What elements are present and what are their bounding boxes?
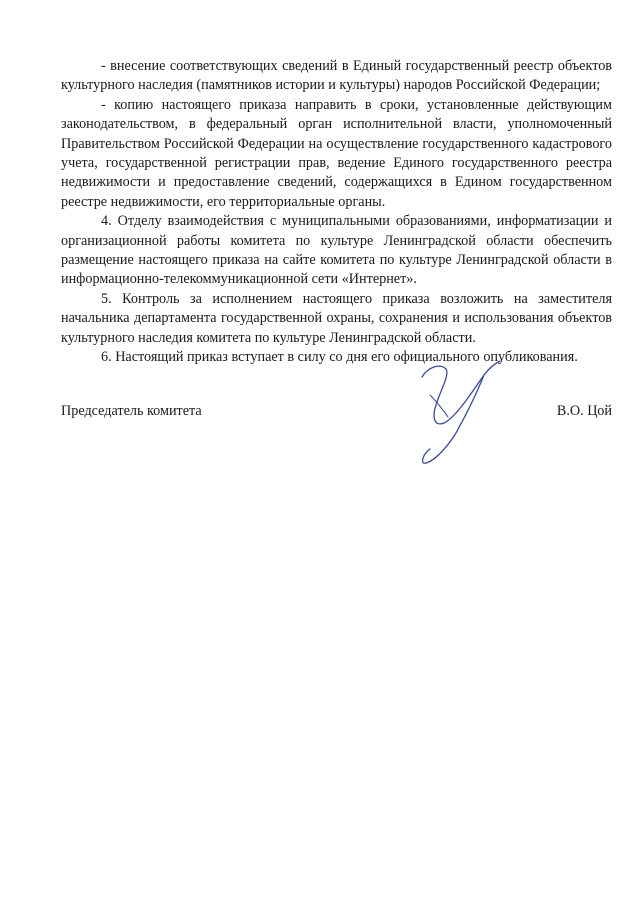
paragraph-send-copy: - копию настоящего приказа направить в сроки, установленные действующим законодательством, в федеральный орган исполнительной власти, уполномоченный Правительством Российской Федерации на осуществление государственного кадастрового учета, государственной регистрации прав, ведение Единого государственного реестра недвижимости и предоставление сведений, содержащихся в Едином государственном реестре недвижимости, его территориальные органы.: [61, 96, 612, 210]
paragraph-item-6: 6. Настоящий приказ вступает в силу со дня его официального опубликования.: [101, 349, 578, 366]
paragraph-item-4: 4. Отделу взаимодействия с муниципальными образованиями, информатизации и организационной работы комитета по культуре Ленинградской области обеспечить размещение настоящего приказа на сайте комитета по культуре Ленинградской области в информационно-телекоммуникационной сети «Интернет».: [61, 213, 612, 288]
signer-position: Председатель комитета: [61, 403, 202, 419]
signer-name: В.О. Цой: [556, 403, 612, 419]
document-body: [61, 57, 612, 368]
paragraph-registry-entry: - внесение соответствующих сведений в Единый государственный реестр объектов культурного наследия (памятников истории и культуры) народов Российской Федерации;: [61, 58, 612, 94]
signature-block: [61, 402, 612, 426]
paragraph-item-5: 5. Контроль за исполнением настоящего приказа возложить на заместителя начальника департамента государственной охраны, сохранения и использования объектов культурного наследия комитета по культуре Ленинградской области.: [61, 290, 612, 346]
